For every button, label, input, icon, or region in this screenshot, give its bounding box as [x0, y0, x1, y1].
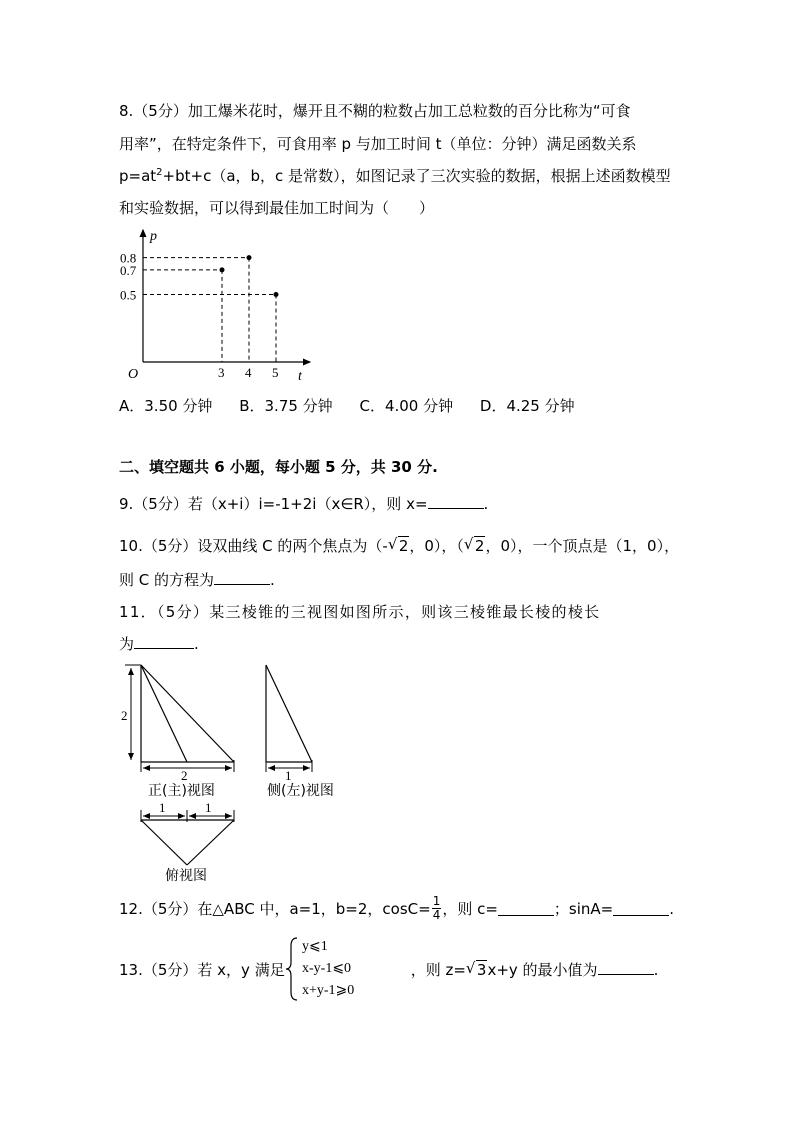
q10-line2 — [119, 569, 275, 590]
q13-text-a: 13.（5分）若 x，y 满足 — [119, 961, 285, 979]
q10-blank[interactable] — [214, 570, 270, 585]
q9-blank[interactable] — [428, 494, 484, 509]
q8-exponent: 2 — [156, 167, 163, 178]
side-view — [266, 665, 312, 783]
top-view-label: 俯视图 — [165, 868, 207, 884]
q10-text-a: 10.（5分）设双曲线 C 的两个焦点为（- — [119, 537, 388, 555]
q11-three-views — [115, 660, 355, 885]
q10-end: . — [270, 571, 275, 589]
q10-text-b: ，0），（ — [409, 537, 464, 555]
data-point-1 — [247, 255, 252, 260]
q11-text: 为 — [119, 635, 135, 653]
data-point-0 — [220, 267, 225, 272]
q8-line4: 和实验数据，可以得到最佳加工时间为（ ） — [119, 199, 435, 217]
q12 — [119, 895, 674, 922]
q8-option-a[interactable]: A．3.50 分钟 — [119, 397, 213, 415]
q13-brace — [285, 936, 299, 1002]
q10-text-c: ，0），一个顶点是（1，0）， — [485, 537, 680, 555]
x-tick-label-1: 4 — [245, 365, 252, 380]
q12-frac-num: 1 — [432, 894, 441, 908]
front-view-label: 正(主)视图 — [148, 783, 215, 799]
q8-line1: 8.（5分）加工爆米花时，爆开且不糊的粒数占加工总粒数的百分比称为“可食 — [119, 102, 631, 120]
side-width-label: 1 — [285, 768, 292, 783]
y-tick-label-1: 0.8 — [120, 250, 137, 266]
q12-text-c: ；sinA= — [553, 900, 614, 918]
q13-constraint-3: x+y-1⩾0 — [302, 983, 355, 998]
q13-text-c: x+y 的最小值为 — [487, 961, 598, 979]
q13-sqrt — [466, 961, 488, 979]
q12-blank-sina[interactable] — [613, 901, 669, 916]
q9-end: . — [483, 495, 489, 513]
front-height-label: 2 — [121, 708, 128, 723]
q13-constraints — [302, 936, 354, 1002]
front-width-label: 2 — [181, 768, 188, 783]
x-tick-label-2: 5 — [272, 365, 279, 380]
q9-text: 9.（5分）若（x+i）i=-1+2i（x∈R），则 x= — [119, 495, 428, 513]
q12-blank-c[interactable] — [498, 901, 554, 916]
q13-blank[interactable] — [598, 960, 654, 975]
q8-option-c[interactable]: C．4.00 分钟 — [359, 397, 454, 415]
top-right-label: 1 — [205, 800, 212, 815]
q9 — [119, 493, 488, 514]
q11-blank[interactable] — [134, 634, 194, 649]
x-axis-label: t — [298, 369, 302, 384]
q11-end: . — [194, 635, 199, 653]
q10-sqrt-neg — [388, 537, 410, 555]
q8-option-b[interactable]: B．3.75 分钟 — [239, 397, 333, 415]
q13 — [119, 959, 658, 980]
q10-text-d: 则 C 的方程为 — [119, 571, 215, 589]
q12-text-a: 12.（5分）在△ABC 中，a=1，b=2，cosC= — [119, 900, 431, 918]
x-tick-label-0: 3 — [218, 365, 225, 380]
q8-options — [119, 395, 575, 416]
data-point-2 — [274, 292, 279, 297]
q10-sqrt-neg-val: 2 — [398, 537, 409, 555]
section-2-heading: 二、填空题共 6 小题，每小题 5 分，共 30 分. — [119, 458, 438, 476]
q13-constraint-1: y⩽1 — [302, 939, 328, 954]
q8-line3-a: p=at — [119, 167, 157, 185]
origin-label: O — [128, 367, 139, 382]
side-view-label: 侧(左)视图 — [267, 783, 334, 799]
q12-text-b: ，则 c= — [442, 900, 498, 918]
q8-line3-b: +bt+c（a，b，c 是常数），如图记录了三次实验的数据，根据上述函数模型 — [162, 167, 671, 185]
q11-line2 — [119, 633, 199, 654]
front-view — [121, 665, 234, 783]
q13-sqrt-val: 3 — [476, 961, 487, 979]
top-view — [141, 800, 234, 865]
q10-sqrt-pos-val: 2 — [474, 537, 485, 555]
q13-text-b: ，则 z= — [410, 961, 466, 979]
q8-chart — [118, 222, 328, 384]
q13-constraint-2: x-y-1⩽0 — [302, 961, 352, 976]
q10-line1 — [119, 535, 679, 556]
q8-option-d[interactable]: D．4.25 分钟 — [479, 397, 575, 415]
q11-line1: 11．（5分）某三棱锥的三视图如图所示，则该三棱锥最长棱的棱长 — [119, 603, 601, 621]
y-tick-label-0: 0.7 — [120, 262, 137, 278]
q10-sqrt-pos — [464, 537, 486, 555]
q12-fraction — [432, 895, 442, 922]
q13-end: . — [653, 961, 659, 979]
y-axis-label: p — [150, 229, 157, 244]
q8-line3 — [119, 165, 671, 186]
y-tick-label-2: 0.5 — [120, 287, 137, 303]
q12-frac-den: 4 — [432, 908, 441, 922]
q8-line2: 用率”，在特定条件下，可食用率 p 与加工时间 t（单位：分钟）满足函数关系 — [119, 135, 637, 153]
q12-end: . — [669, 899, 675, 918]
top-left-label: 1 — [159, 800, 166, 815]
